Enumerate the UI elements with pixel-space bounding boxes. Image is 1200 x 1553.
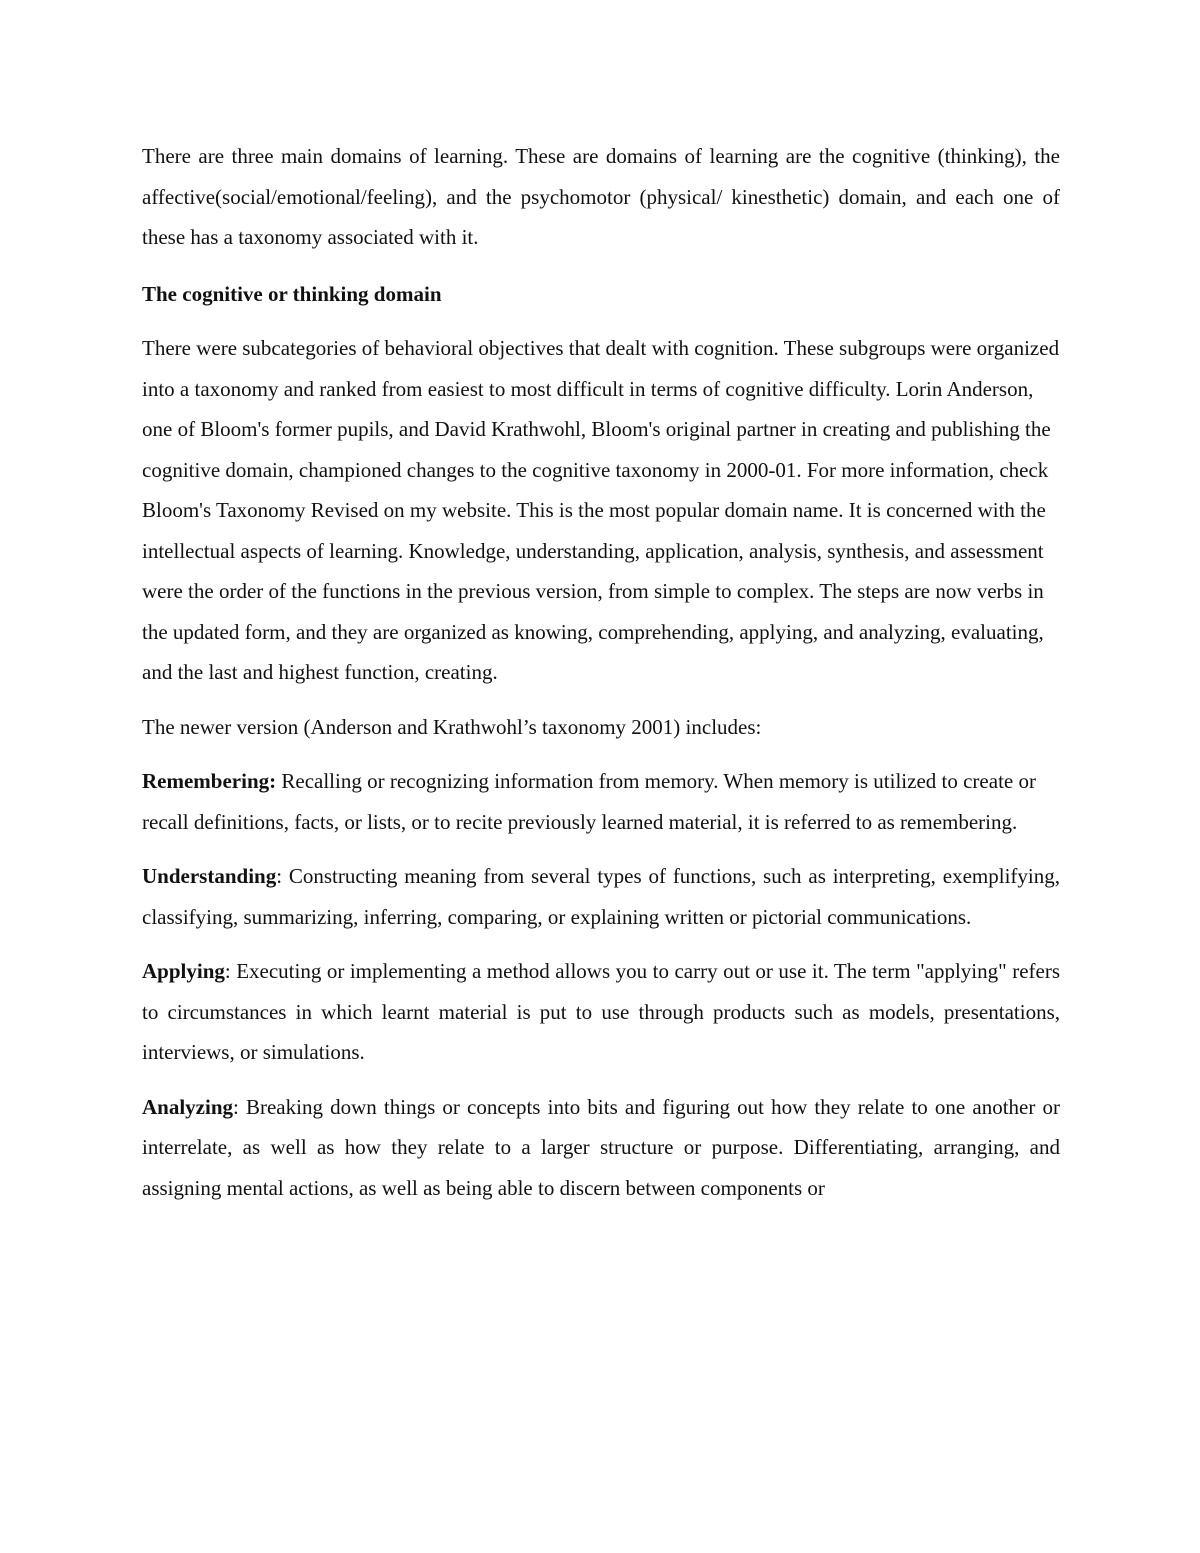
section-heading: The cognitive or thinking domain bbox=[142, 281, 442, 306]
level-understanding bbox=[142, 856, 1060, 937]
document-page bbox=[142, 136, 1060, 1208]
cognitive-paragraph: There were subcategories of behavioral objectives that dealt with cognition. These subgroups were organized into a taxonomy and ranked from easiest to most difficult in terms of cognitive difficulty. Lorin Anderson, one of Bloom's former pupils, and David Krathwohl, Bloom's original partner in creating and publishing the cognitive domain, championed changes to the cognitive taxonomy in 2000-01. For more information, check Bloom's Taxonomy Revised on my website. This is the most popular domain name. It is concerned with the intellectual aspects of learning. Knowledge, understanding, application, analysis, synthesis, and assessment were the order of the functions in the previous version, from simple to complex. The steps are now verbs in the updated form, and they are organized as knowing, comprehending, applying, and analyzing, evaluating, and the last and highest function, creating. bbox=[142, 336, 1060, 684]
level-description: : Breaking down things or concepts into bits and figuring out how they relate to one another or interrelate, as well as how they relate to a larger structure or purpose. Differentiating, arranging, and assigning mental actions, as well as being able to discern between components or bbox=[142, 1094, 1060, 1200]
level-term: Applying bbox=[142, 959, 225, 983]
level-remembering bbox=[142, 761, 1060, 842]
intro-paragraph: There are three main domains of learning. These are domains of learning are the cognitive (thinking), the affective(social/emotional/feeling), and the psychomotor (physical/ kinesthetic) domain, and each one of these has a taxonomy associated with it. bbox=[142, 144, 1060, 249]
level-description: Recalling or recognizing information from memory. When memory is utilized to create or recall definitions, facts, or lists, or to recite previously learned material, it is referred to as remembering. bbox=[142, 769, 1036, 834]
level-applying bbox=[142, 951, 1060, 1073]
level-description: : Executing or implementing a method allows you to carry out or use it. The term "applying" refers to circumstances in which learnt material is put to use through products such as models, presentations, interviews, or simulations. bbox=[142, 959, 1060, 1064]
level-description: : Constructing meaning from several types of functions, such as interpreting, exemplifying, classifying, summarizing, inferring, comparing, or explaining written or pictorial communications. bbox=[142, 864, 1060, 929]
level-term: Remembering: bbox=[142, 769, 277, 793]
level-term: Understanding bbox=[142, 864, 277, 888]
level-term: Analyzing bbox=[142, 1094, 234, 1119]
newer-version-intro: The newer version (Anderson and Krathwohl’s taxonomy 2001) includes: bbox=[142, 714, 762, 739]
level-analyzing bbox=[142, 1087, 1060, 1209]
